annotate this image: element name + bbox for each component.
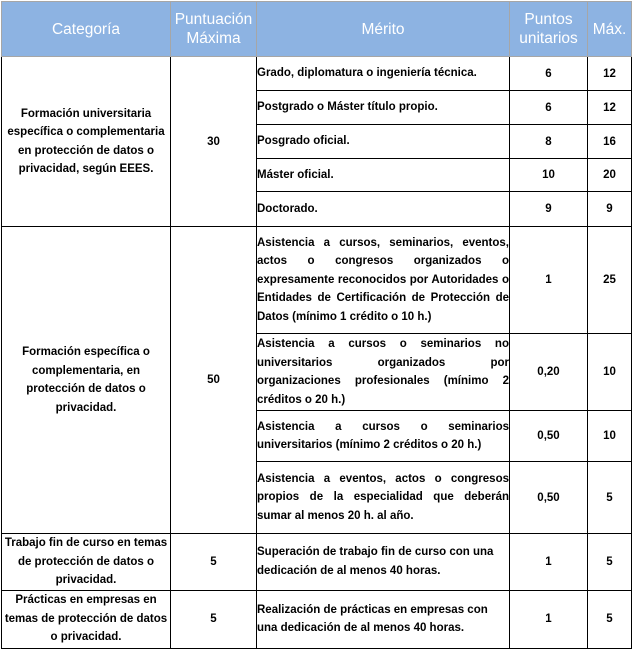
- category-cell: Formación específica o complementaria, en protección de datos o privacidad.: [2, 227, 171, 534]
- table-row: [2, 534, 632, 591]
- unit-points-cell: 1: [510, 227, 588, 334]
- table-row: [2, 57, 632, 91]
- header-max: Máx.: [588, 2, 632, 57]
- table-row: [2, 227, 632, 334]
- max-points-cell: 16: [588, 125, 632, 159]
- merit-cell: Doctorado.: [257, 192, 510, 227]
- unit-points-cell: 1: [510, 534, 588, 591]
- unit-points-cell: 6: [510, 91, 588, 125]
- unit-points-cell: 0,50: [510, 462, 588, 534]
- max-points-cell: 10: [588, 411, 632, 462]
- unit-points-cell: 6: [510, 57, 588, 91]
- merit-cell: Asistencia a cursos o seminarios no universitarios organizados por organizaciones profesionales (mínimo 2 créditos o 20 h.): [257, 334, 510, 411]
- merit-cell: Grado, diplomatura o ingeniería técnica.: [257, 57, 510, 91]
- max-score-cell: 5: [171, 534, 257, 591]
- header-puntuacion-maxima: Puntuación Máxima: [171, 2, 257, 57]
- merit-cell: Asistencia a cursos, seminarios, eventos, actos o congresos organizados o expresamente reconocidos por Autoridades o Entidades de Certificación de Protección de Datos (mínimo 1 crédito o 10 h.): [257, 227, 510, 334]
- max-points-cell: 20: [588, 159, 632, 192]
- max-points-cell: 5: [588, 534, 632, 591]
- max-points-cell: 9: [588, 192, 632, 227]
- unit-points-cell: 8: [510, 125, 588, 159]
- max-score-cell: 50: [171, 227, 257, 534]
- unit-points-cell: 10: [510, 159, 588, 192]
- category-cell: Prácticas en empresas en temas de protección de datos o privacidad.: [2, 590, 171, 648]
- merit-cell: Máster oficial.: [257, 159, 510, 192]
- unit-points-cell: 0,20: [510, 334, 588, 411]
- unit-points-cell: 0,50: [510, 411, 588, 462]
- merit-cell: Postgrado o Máster título propio.: [257, 91, 510, 125]
- header-categoria: Categoría: [2, 2, 171, 57]
- max-points-cell: 10: [588, 334, 632, 411]
- merit-scoring-table: [1, 1, 632, 649]
- max-score-cell: 5: [171, 590, 257, 648]
- unit-points-cell: 9: [510, 192, 588, 227]
- category-cell: Formación universitaria específica o complementaria en protección de datos o privacidad, según EEES.: [2, 57, 171, 227]
- table-row: [2, 590, 632, 648]
- max-points-cell: 25: [588, 227, 632, 334]
- category-cell: Trabajo fin de curso en temas de protección de datos o privacidad.: [2, 534, 171, 591]
- merit-cell: Realización de prácticas en empresas con una dedicación de al menos 40 horas.: [257, 590, 510, 648]
- merit-cell: Asistencia a eventos, actos o congresos propios de la especialidad que deberán sumar al menos 20 h. al año.: [257, 462, 510, 534]
- merit-cell: Superación de trabajo fin de curso con una dedicación de al menos 40 horas.: [257, 534, 510, 591]
- max-points-cell: 5: [588, 462, 632, 534]
- merit-cell: Posgrado oficial.: [257, 125, 510, 159]
- header-puntos-unitarios: Puntos unitarios: [510, 2, 588, 57]
- unit-points-cell: 1: [510, 590, 588, 648]
- header-row: [2, 2, 632, 57]
- max-points-cell: 5: [588, 590, 632, 648]
- header-merito: Mérito: [257, 2, 510, 57]
- merit-cell: Asistencia a cursos o seminarios universitarios (mínimo 2 créditos o 20 h.): [257, 411, 510, 462]
- max-score-cell: 30: [171, 57, 257, 227]
- max-points-cell: 12: [588, 91, 632, 125]
- max-points-cell: 12: [588, 57, 632, 91]
